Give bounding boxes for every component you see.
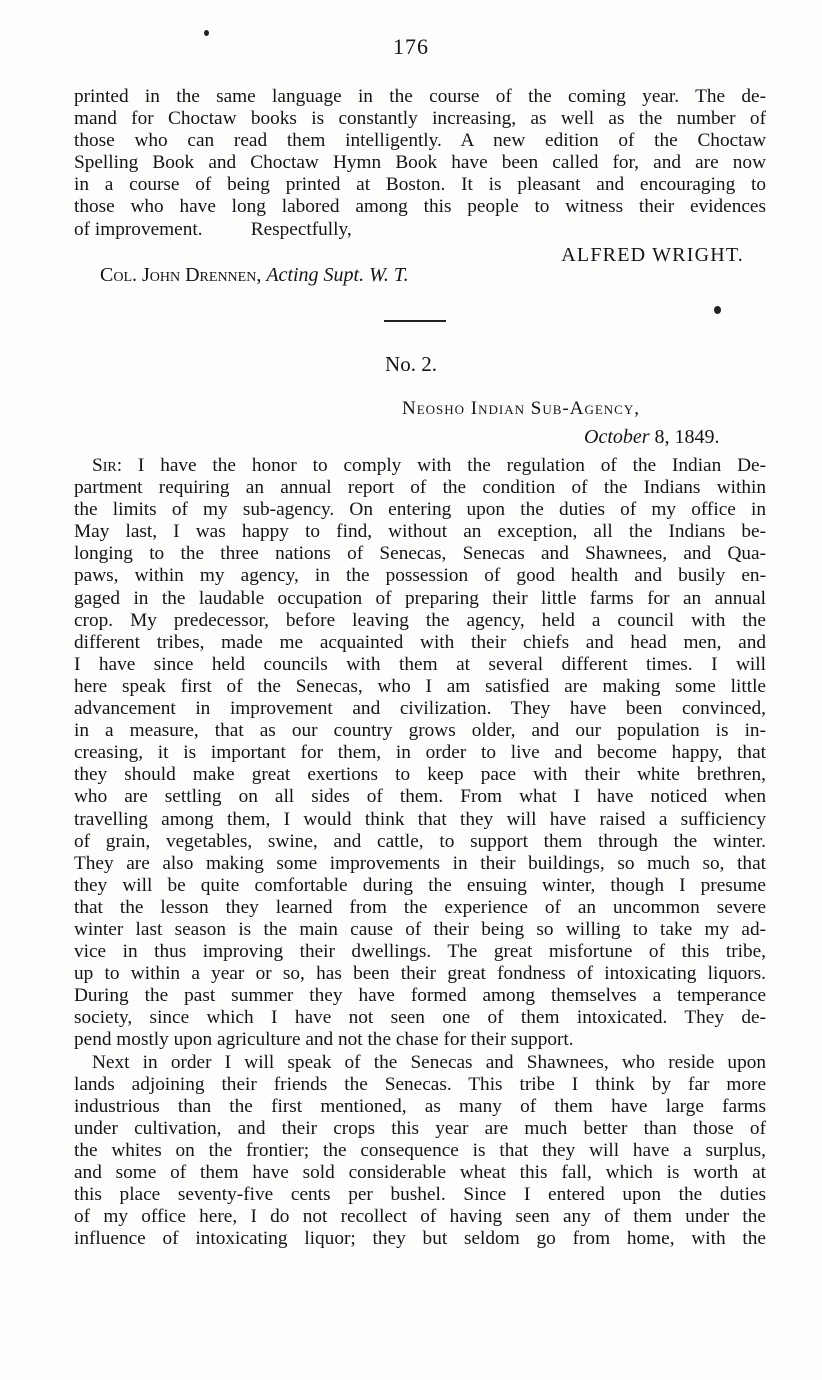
letter-body (74, 455, 766, 1250)
text-line: those who can read them intelligently. A new edition of the Choctaw (74, 130, 766, 152)
text-line: I have since held councils with them at several different times. I will (74, 653, 766, 675)
date-rest: 8, 1849. (654, 426, 720, 448)
document-number: No. 2. (385, 352, 437, 376)
section-divider (384, 320, 446, 322)
text-line: travelling among them, I would think that they will have raised a sufficiency (74, 808, 766, 830)
text-line: printed in the same language in the course of the coming year. The de- (74, 86, 766, 107)
ink-speck (714, 306, 721, 314)
text-line: crop. My predecessor, before leaving the agency, held a council with the (74, 609, 766, 631)
text-line: under cultivation, and their crops this year are much better than those of (74, 1117, 766, 1139)
text-line: they will be quite comfortable during the ensuing winter, though I presume (74, 874, 766, 896)
text-line: creasing, it is important for them, in order to live and become happy, that (74, 742, 766, 764)
addressee (100, 264, 409, 287)
text-line: here speak first of the Senecas, who I am satisfied are making some little (74, 675, 766, 697)
text-line: vice in thus improving their dwellings. The great misfortune of this tribe, (74, 941, 766, 963)
text-line: they should make great exertions to keep pace with their white brethren, (74, 764, 766, 786)
text-line: winter last season is the main cause of their being so willing to take my ad- (74, 918, 766, 940)
text-line: in a measure, that as our country grows older, and our population is in- (74, 720, 766, 742)
text-line: They are also making some improvements in their buildings, so much so, that (74, 852, 766, 874)
text-line: mand for Choctaw books is constantly increasing, as well as the number of (74, 108, 766, 130)
text-line: society, since which I have not seen one of them intoxicated. They de- (74, 1007, 766, 1029)
addressee-name: Col. John Drennen, (100, 264, 262, 286)
closing-line: of improvement. Respectfully, (74, 218, 352, 240)
ink-speck (204, 30, 209, 36)
text-line: in a course of being printed at Boston. It is pleasant and encouraging to (74, 174, 766, 196)
text-line: different tribes, made me acquainted with their chiefs and head men, and (74, 631, 766, 653)
text-line: up to within a year or so, has been their great fondness of intoxicating liquors. (74, 963, 766, 985)
dateline-date (584, 426, 720, 449)
text-line: of grain, vegetables, swine, and cattle, to support them through the winter. (74, 830, 766, 852)
text-line: of my office here, I do not recollect of having seen any of them under the (74, 1206, 766, 1228)
page-number: 176 (393, 34, 429, 59)
first-line-text: I have the honor to comply with the regulation of the Indian De- (122, 455, 766, 476)
text-line: this place seventy-five cents per bushel. Since I entered upon the duties (74, 1184, 766, 1206)
text-line: partment requiring an annual report of the condition of the Indians within (74, 477, 766, 499)
dateline-place: Neosho Indian Sub-Agency, (402, 398, 640, 419)
text-line: paws, within my agency, in the possession of good health and busily en- (74, 565, 766, 587)
text-line: Spelling Book and Choctaw Hymn Book have been called for, and are now (74, 152, 766, 174)
date-month: October (584, 426, 650, 448)
text-line: industrious than the first mentioned, as many of them have large farms (74, 1095, 766, 1117)
text-line: those who have long labored among this people to witness their evidences (74, 196, 766, 218)
text-line: gaged in the laudable occupation of preparing their little farms for an annual (74, 587, 766, 609)
salutation: Sir: (92, 455, 123, 476)
text-line: longing to the three nations of Senecas, Senecas and Shawnees, and Qua- (74, 543, 766, 565)
text-line: and some of them have sold considerable wheat this fall, which is worth at (74, 1162, 766, 1183)
paragraph-start-line: Next in order I will speak of the Senecas and Shawnees, who reside upon (92, 1051, 766, 1073)
text-line: May last, I was happy to find, without an exception, all the Indians be- (74, 521, 766, 543)
text-line: lands adjoining their friends the Senecas. This tribe I think by far more (74, 1073, 766, 1095)
text-line: During the past summer they have formed among themselves a temperance (74, 985, 766, 1007)
text-line: influence of intoxicating liquor; they but seldom go from home, with the (74, 1228, 766, 1250)
text-line: pend mostly upon agriculture and not the chase for their support. (74, 1029, 574, 1051)
signature: ALFRED WRIGHT. (561, 244, 744, 266)
text-line: who are settling on all sides of them. From what I have noticed when (74, 786, 766, 808)
text-line: the limits of my sub-agency. On entering upon the duties of my office in (74, 499, 766, 521)
text-line: that the lesson they learned from the experience of an uncommon severe (74, 896, 766, 918)
previous-letter-text (74, 86, 766, 241)
first-line (74, 455, 766, 477)
addressee-title: Acting Supt. W. T. (266, 264, 409, 286)
text-line: advancement in improvement and civilization. They have been convinced, (74, 698, 766, 720)
text-line: the whites on the frontier; the consequence is that they will have a surplus, (74, 1139, 766, 1161)
